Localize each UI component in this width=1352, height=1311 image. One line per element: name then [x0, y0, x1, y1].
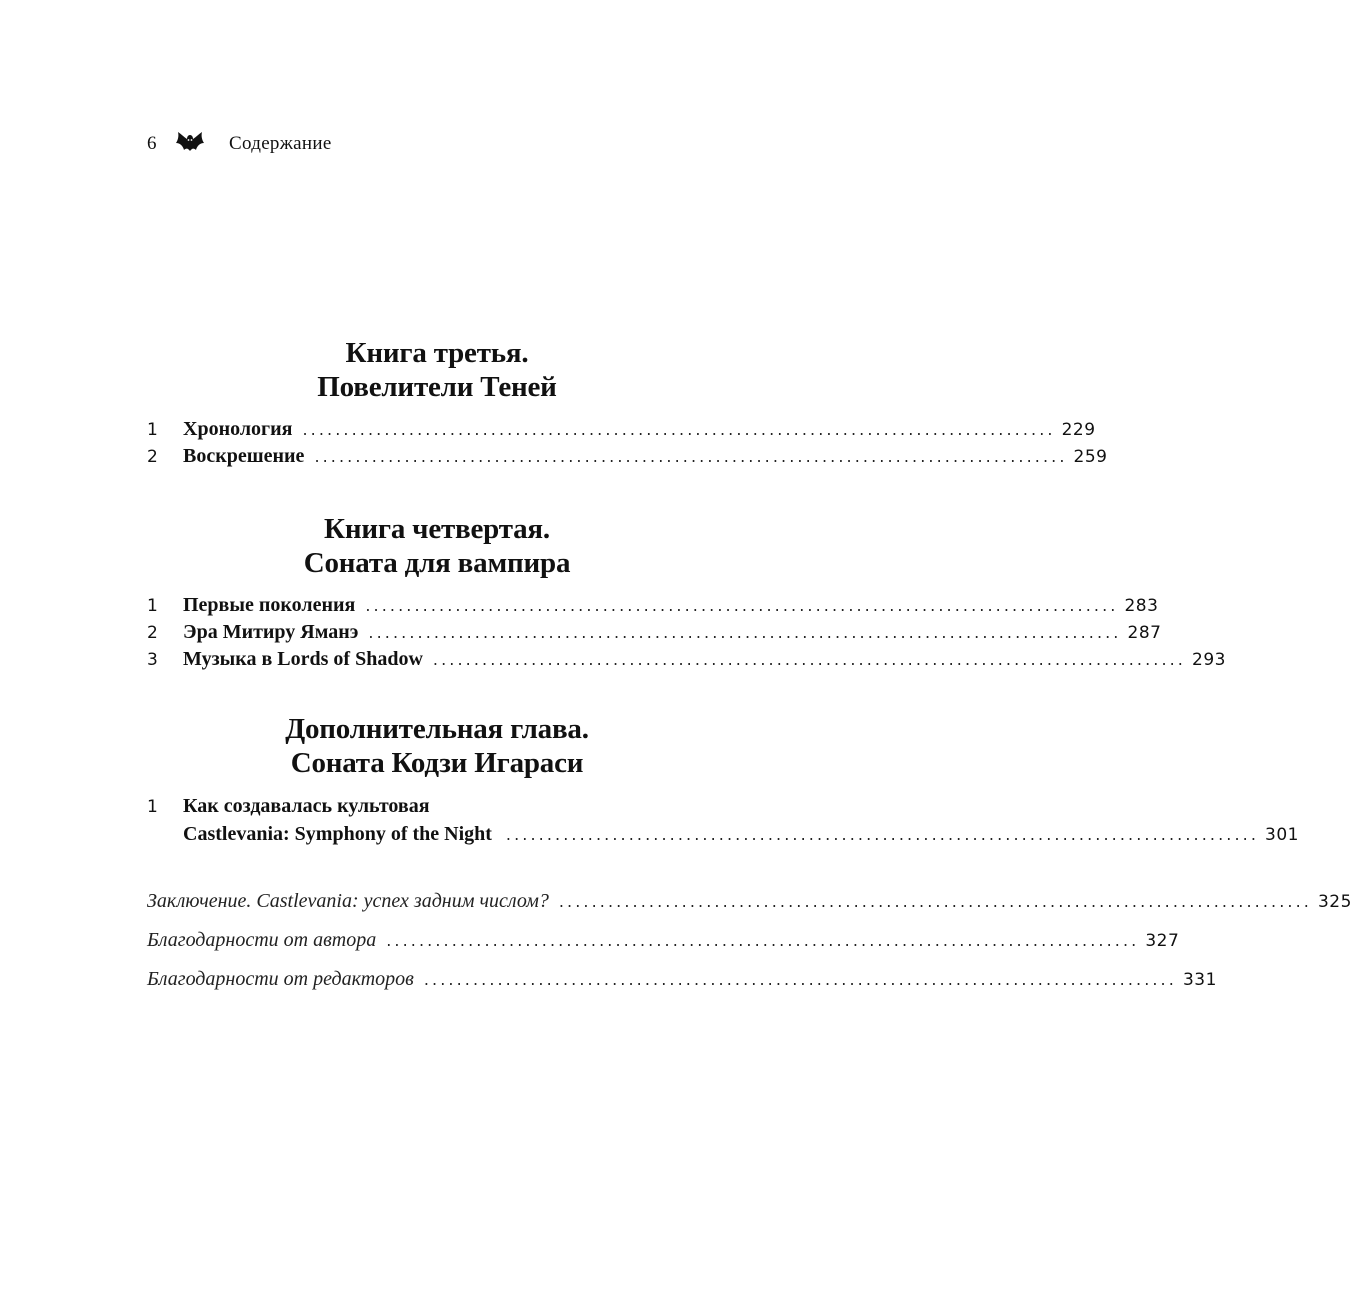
bat-icon: [175, 131, 205, 157]
book-subtitle-line: Повелители Теней: [317, 371, 557, 403]
page-ref: 327: [1145, 931, 1180, 951]
book-heading-3: [147, 336, 727, 404]
chapter-title: Хронология: [183, 418, 293, 440]
section-name: Содержание: [229, 133, 332, 154]
page-number: 6: [147, 133, 157, 154]
book-title-line: Книга четвертая.: [324, 513, 550, 545]
dot-leader: ............................................................................................: [386, 931, 1140, 950]
chapter-title: Эра Митиру Яманэ: [183, 621, 359, 643]
dot-leader: ............................................................................................: [368, 623, 1122, 642]
chapter-title: Воскрешение: [183, 445, 305, 467]
backmatter-entry[interactable]: [147, 890, 1352, 918]
dot-leader: ............................................................................................: [423, 970, 1177, 989]
bonus-subtitle-line: Соната Кодзи Игараси: [290, 747, 584, 779]
chapter-title: Первые поколения: [183, 594, 356, 616]
page-ref: 287: [1127, 623, 1162, 643]
backmatter-entry[interactable]: [147, 929, 1180, 957]
running-head: [147, 130, 332, 158]
chapter-number: 2: [147, 623, 158, 643]
page-ref: 301: [1265, 825, 1299, 845]
page-ref: 331: [1182, 970, 1217, 990]
page-ref: 283: [1124, 596, 1159, 616]
toc-entry[interactable]: [147, 445, 1108, 471]
book-subtitle-line: Соната для вампира: [303, 547, 571, 579]
toc-entry[interactable]: [147, 594, 1159, 620]
book-heading-4: [147, 512, 727, 580]
backmatter-entry[interactable]: [147, 968, 1217, 996]
chapter-title-line1: Как создавалась культовая: [183, 795, 430, 817]
bonus-title-line: Дополнительная глава.: [285, 713, 589, 745]
chapter-number: 1: [147, 596, 158, 616]
chapter-title: Музыка в Lords of Shadow: [183, 648, 423, 670]
page-ref: 293: [1192, 650, 1226, 670]
toc-entry[interactable]: [147, 418, 1096, 444]
book-title-line: Книга третья.: [345, 337, 529, 369]
page-ref: 325: [1317, 892, 1352, 912]
dot-leader: ............................................................................................: [558, 892, 1312, 911]
chapter-number: 1: [147, 420, 158, 440]
dot-leader: ............................................................................................: [365, 596, 1119, 615]
chapter-number: 3: [147, 650, 158, 670]
chapter-number: 2: [147, 447, 158, 467]
dot-leader: ............................................................................................: [505, 825, 1260, 844]
toc-entry[interactable]: [147, 648, 1226, 674]
dot-leader: ............................................................................................: [432, 650, 1186, 669]
dot-leader: ............................................................................................: [314, 447, 1068, 466]
backmatter-title: Благодарности от редакторов: [147, 968, 414, 990]
page-ref: 259: [1073, 447, 1108, 467]
chapter-title-line2: Castlevania: Symphony of the Night: [183, 823, 492, 845]
page-ref: 229: [1061, 420, 1096, 440]
chapter-number: 1: [147, 797, 158, 817]
toc-entry[interactable]: [147, 795, 1299, 851]
backmatter-title: Благодарности от автора: [147, 929, 377, 951]
bonus-heading: [147, 712, 727, 780]
backmatter-title: Заключение. Castlevania: успех задним числом?: [147, 890, 549, 912]
toc-entry[interactable]: [147, 621, 1162, 647]
dot-leader: ............................................................................................: [302, 420, 1056, 439]
